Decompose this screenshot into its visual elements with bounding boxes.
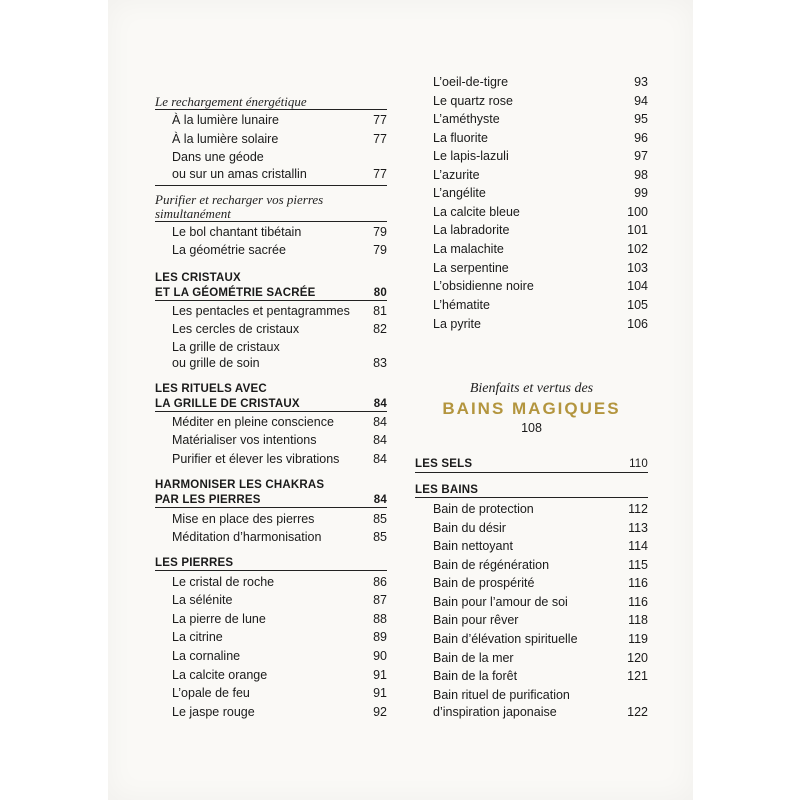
toc-entry[interactable]: L’oeil-de-tigre 93 bbox=[433, 75, 648, 89]
section-heading-chakras[interactable]: HARMONISER LES CHAKRAS bbox=[155, 479, 325, 491]
toc-entry[interactable]: Le jaspe rouge 92 bbox=[172, 705, 387, 719]
toc-entry[interactable]: Le quartz rose 94 bbox=[433, 94, 648, 108]
toc-entry[interactable]: L’azurite 98 bbox=[433, 168, 648, 182]
chapter-script-title: Bienfaits et vertus des bbox=[469, 381, 594, 396]
toc-entry[interactable]: L’améthyste 95 bbox=[433, 112, 648, 126]
divider bbox=[155, 411, 387, 412]
toc-entry[interactable]: Bain de la forêt 121 bbox=[433, 669, 648, 683]
toc-entry[interactable]: Bain rituel de purification bbox=[433, 688, 570, 702]
toc-entry[interactable]: Le cristal de roche 86 bbox=[172, 575, 387, 589]
toc-entry[interactable]: Méditer en pleine conscience 84 bbox=[172, 415, 387, 429]
toc-entry[interactable]: Les cercles de cristaux 82 bbox=[172, 322, 387, 336]
toc-entry[interactable]: Matérialiser vos intentions 84 bbox=[172, 433, 387, 447]
toc-entry[interactable]: L’angélite 99 bbox=[433, 186, 648, 200]
divider bbox=[155, 109, 387, 110]
divider bbox=[155, 185, 387, 186]
toc-entry[interactable]: Purifier et élever les vibrations 84 bbox=[172, 452, 387, 466]
chapter-main-title: BAINS MAGIQUES bbox=[442, 399, 621, 418]
toc-entry[interactable]: Le lapis-lazuli 97 bbox=[433, 149, 648, 163]
toc-entry[interactable]: La géométrie sacrée 79 bbox=[172, 243, 387, 257]
toc-entry[interactable]: Bain de la mer 120 bbox=[433, 651, 648, 665]
toc-entry[interactable]: ou sur un amas cristallin 77 bbox=[172, 167, 387, 181]
toc-entry[interactable]: Bain de régénération 115 bbox=[433, 558, 648, 572]
toc-entry[interactable]: À la lumière lunaire 77 bbox=[172, 113, 387, 127]
toc-entry[interactable]: La calcite orange 91 bbox=[172, 668, 387, 682]
toc-entry[interactable]: La sélénite 87 bbox=[172, 593, 387, 607]
toc-entry[interactable]: Les pentacles et pentagrammes 81 bbox=[172, 304, 387, 318]
toc-entry[interactable]: Bain de prospérité 116 bbox=[433, 576, 648, 590]
divider bbox=[155, 221, 387, 222]
chapter-title[interactable] bbox=[415, 380, 648, 436]
subheading-recharge: Le rechargement énergétique bbox=[155, 94, 307, 109]
toc-entry[interactable]: La labradorite 101 bbox=[433, 223, 648, 237]
toc-entry[interactable]: d’inspiration japonaise 122 bbox=[433, 705, 648, 719]
toc-entry[interactable]: La pyrite 106 bbox=[433, 317, 648, 331]
chapter-page: 108 bbox=[521, 421, 542, 435]
toc-entry[interactable]: L’opale de feu 91 bbox=[172, 686, 387, 700]
divider bbox=[155, 507, 387, 508]
section-heading-sels[interactable]: LES SELS 110 bbox=[415, 458, 648, 470]
section-heading-rituels-line2[interactable]: LA GRILLE DE CRISTAUX 84 bbox=[155, 398, 387, 410]
section-heading-rituels[interactable]: LES RITUELS AVEC bbox=[155, 383, 267, 395]
toc-entry[interactable]: La fluorite 96 bbox=[433, 131, 648, 145]
section-heading-cristaux[interactable]: LES CRISTAUX bbox=[155, 272, 241, 284]
toc-entry[interactable]: La grille de cristaux bbox=[172, 340, 280, 354]
toc-entry[interactable]: Bain de protection 112 bbox=[433, 502, 648, 516]
toc-entry[interactable]: Bain pour rêver 118 bbox=[433, 613, 648, 627]
toc-entry[interactable]: La citrine 89 bbox=[172, 630, 387, 644]
section-heading-cristaux-line2[interactable]: ET LA GÉOMÉTRIE SACRÉE 80 bbox=[155, 287, 387, 299]
toc-entry[interactable]: La malachite 102 bbox=[433, 242, 648, 256]
toc-entry[interactable]: Bain d’élévation spirituelle 119 bbox=[433, 632, 648, 646]
toc-entry[interactable]: L’hématite 105 bbox=[433, 298, 648, 312]
toc-entry[interactable]: La cornaline 90 bbox=[172, 649, 387, 663]
toc-entry[interactable]: L’obsidienne noire 104 bbox=[433, 279, 648, 293]
toc-entry[interactable]: Bain nettoyant 114 bbox=[433, 539, 648, 553]
toc-entry[interactable]: La pierre de lune 88 bbox=[172, 612, 387, 626]
toc-entry[interactable]: La calcite bleue 100 bbox=[433, 205, 648, 219]
section-heading-chakras-line2[interactable]: PAR LES PIERRES 84 bbox=[155, 494, 387, 506]
toc-entry[interactable]: Dans une géode bbox=[172, 150, 264, 164]
toc-entry[interactable]: ou grille de soin 83 bbox=[172, 356, 387, 370]
subheading-purifier-line1: Purifier et recharger vos pierres bbox=[155, 192, 324, 207]
toc-entry[interactable]: À la lumière solaire 77 bbox=[172, 132, 387, 146]
divider bbox=[155, 300, 387, 301]
divider bbox=[415, 472, 648, 473]
toc-entry[interactable]: Méditation d’harmonisation 85 bbox=[172, 530, 387, 544]
subheading-purifier-line2: simultanément bbox=[155, 206, 231, 221]
divider bbox=[415, 497, 648, 498]
divider bbox=[155, 570, 387, 571]
section-heading-pierres[interactable]: LES PIERRES bbox=[155, 557, 234, 569]
toc-entry[interactable]: Bain pour l’amour de soi 116 bbox=[433, 595, 648, 609]
toc-entry[interactable]: Bain du désir 113 bbox=[433, 521, 648, 535]
section-heading-bains[interactable]: LES BAINS bbox=[415, 484, 479, 496]
toc-entry[interactable]: La serpentine 103 bbox=[433, 261, 648, 275]
toc-entry[interactable]: Le bol chantant tibétain 79 bbox=[172, 225, 387, 239]
toc-entry[interactable]: Mise en place des pierres 85 bbox=[172, 512, 387, 526]
